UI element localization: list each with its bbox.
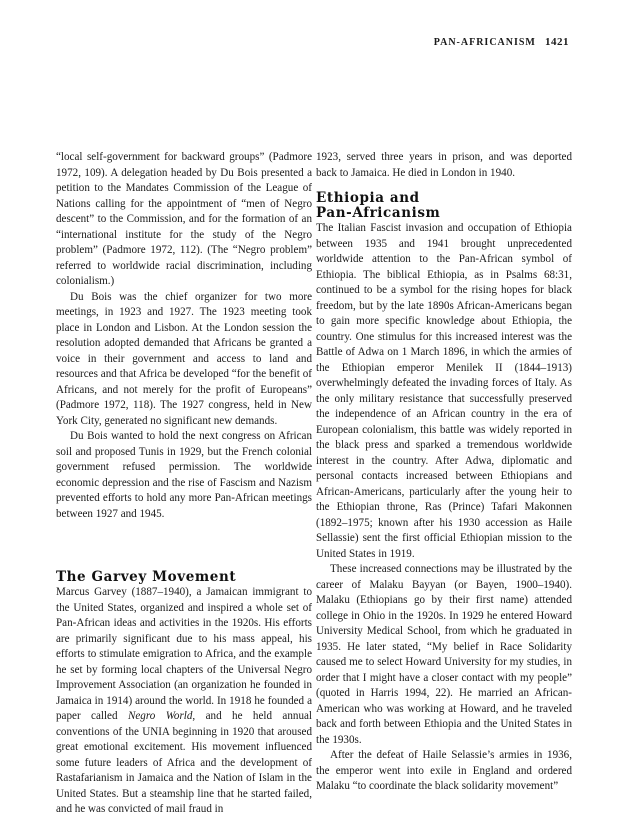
text-run: , and he held annual conventions of the UNIA beginning in 1920 that aroused great emotional excitement. His movement influenced some future leaders of Africa and the development of Rastafarianism in Jamaica and the Nation of Islam in the United States. But a steamship line that he started failed, and he was convicted of mail fraud in xyxy=(56,710,312,815)
italic-title: Negro World xyxy=(127,710,193,722)
page-number: 1421 xyxy=(545,36,569,48)
paragraph: These increased connections may be illustrated by the career of Malaku Bayyan (or Bayen, 1900–1940). Malaku (Ethiopians go by their first name) attended college in Ohio in the 1920s. In 1929 he entered Howard University Medical School, from which he graduated in 1935. He later stated, “My belief in Race Solidarity caused me to select Howard University for my studies, in order that I might have a closer contact with my people” (quoted in Harris 1994, 22). He married an African-American who was working at Howard, and he traveled back and forth between Ethiopia and the United States in the 1930s. xyxy=(316,563,572,746)
section-heading-garvey: The Garvey Movement xyxy=(56,569,237,585)
right-column xyxy=(316,150,572,795)
running-head-section: PAN-AFRICANISM xyxy=(433,37,536,48)
paragraph: Du Bois wanted to hold the next congress on African soil and proposed Tunis in 1929, but the French colonial government refused permission. The worldwide economic depression and the rise of Fascism and Nazism prevented efforts to hold any more Pan-African meetings between 1927 and 1945. xyxy=(56,430,312,520)
heading-line: Ethiopia and xyxy=(316,190,420,206)
paragraph xyxy=(56,585,312,818)
section-heading-ethiopia xyxy=(316,191,572,221)
paragraph: Du Bois was the chief organizer for two more meetings, in 1923 and 1927. The 1923 meeting took place in London and Lisbon. At the London session the resolution adopted demanded that Africans be granted a voice in their government and access to land and resources and that Africa be developed “for the benefit of Africans, and not merely for the profit of Europeans” (Padmore 1972, 118). The 1927 congress, held in New York City, generated no significant new demands. xyxy=(56,290,312,427)
text-run: Marcus Garvey (1887–1940), a Jamaican immigrant to the United States, organized and inspired a whole set of Pan-African ideas and activities in the 1920s. His efforts are primarily significant due to his mass appeal, his efforts to stimulate emigration to Africa, and the example he set by forming local chapters of the Universal Negro Improvement Association (an organization he founded in Jamaica in 1914) around the world. In 1918 he founded a paper called xyxy=(56,586,312,722)
paragraph: After the defeat of Haile Selassie’s armies in 1936, the emperor went into exile in England and ordered Malaku “to coordinate the black solidarity movement” xyxy=(316,749,572,792)
running-head xyxy=(434,36,569,48)
paragraph: The Italian Fascist invasion and occupation of Ethiopia between 1935 and 1941 brought unprecedented worldwide attention to the Pan-African symbol of Ethiopia. The biblical Ethiopia, as in Psalms 68:31, continued to be a symbol for the rising hopes for black freedom, but by the late 1890s African-Americans began to gain more specific knowledge about Ethiopia, the country. One stimulus for this increased interest was the Battle of Adwa on 1 March 1896, in which the armies of the Ethiopian emperor Menilek II (1844–1913) overwhelmingly defeated the invading forces of Italy. As the only military resistance that successfully preserved the independence of an African country in the era of European colonialism, this battle was widely reported in the black press and sparked a tremendous worldwide interest in the country. After Adwa, diplomatic and personal contacts increased between Ethiopians and African-Americans, particularly after the young heir to the Ethiopian throne, Ras (Prince) Tafari Makonnen (1892–1975; known after his 1930 accession as Haile Sellassie) sent the first official Ethiopian mission to the United States in 1919. xyxy=(316,222,572,560)
paragraph: 1923, served three years in prison, and was deported back to Jamaica. He died in London in 1940. xyxy=(316,151,572,179)
left-column xyxy=(56,150,312,818)
paragraph: “local self-government for backward groups” (Padmore 1972, 109). A delegation headed by Du Bois presented a petition to the Mandates Commission of the League of Nations calling for the appointment of “men of Negro descent” to the Commission, and for the formation of an “international institute for the study of the Negro problem” (Padmore 1972, 112). (The “Negro problem” referred to worldwide racial discrimination, including colonialism.) xyxy=(56,151,312,287)
heading-line: Pan-Africanism xyxy=(316,205,441,221)
